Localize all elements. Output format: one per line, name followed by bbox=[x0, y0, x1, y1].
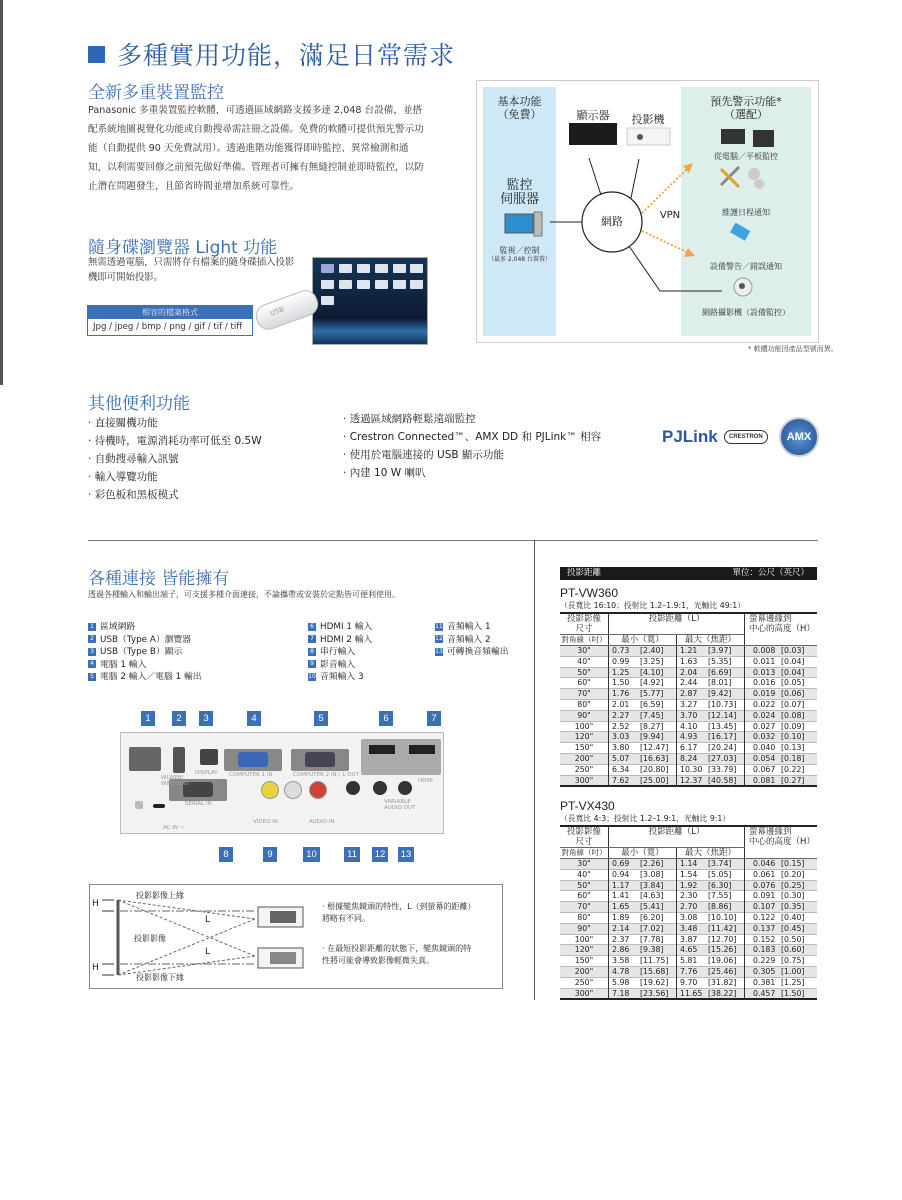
table-row bbox=[560, 902, 817, 913]
page-edge-strip bbox=[0, 0, 3, 385]
cell-max: 10.30 [33.79] bbox=[677, 764, 745, 775]
projector-label: 投影機 bbox=[631, 113, 665, 126]
table-row bbox=[560, 721, 817, 732]
cell-height: 0.152 [0.50] bbox=[745, 934, 818, 945]
audio-in-1-jack bbox=[346, 781, 360, 795]
cell-diagonal: 120" bbox=[560, 945, 609, 956]
network-label: 網路 bbox=[601, 215, 623, 228]
table-row bbox=[560, 966, 817, 977]
cell-min: 7.18 [23.56] bbox=[609, 988, 677, 999]
gear-icon bbox=[748, 168, 760, 180]
model-spec: （長寬比 16:10；投射比 1.2–1.9:1，光軸比 49:1） bbox=[560, 601, 746, 610]
terminal-item: 10 音頻輸入 3 bbox=[308, 672, 364, 682]
table-row bbox=[560, 656, 817, 667]
display-label: 顯示器 bbox=[576, 109, 610, 122]
throw-table-vx430 bbox=[560, 825, 817, 1000]
model-name: PT-VX430 bbox=[560, 799, 615, 813]
cell-diagonal: 60" bbox=[560, 891, 609, 902]
connections-intro: 透過各種輸入和輸出端子，可支援多種介面連接，不論攜帶或安裝於定點皆可便利使用。 bbox=[88, 590, 400, 599]
cell-height: 0.011 [0.04] bbox=[745, 656, 818, 667]
table-row bbox=[560, 710, 817, 721]
port-badge-9: 9 bbox=[263, 847, 277, 862]
network-diagram bbox=[476, 80, 819, 343]
cell-height: 0.183 [0.60] bbox=[745, 945, 818, 956]
terminal-item: 8 串行輸入 bbox=[308, 646, 372, 659]
table-row bbox=[560, 732, 817, 743]
terminal-item: 4 電腦 1 輸入 bbox=[88, 659, 202, 672]
serial-label: SERIAL IN bbox=[185, 801, 212, 807]
cell-max: 5.81 [19.06] bbox=[677, 956, 745, 967]
server-sub-caption: （最多 2,048 台裝置） bbox=[488, 256, 551, 263]
table-row bbox=[560, 859, 817, 870]
table-row bbox=[560, 945, 817, 956]
feature-item: · Crestron Connected™、AMX DD 和 PJLink™ 相容 bbox=[343, 431, 602, 443]
distance-note-1: · 根據變焦鏡頭的特性，L（到螢幕的距離）將略有不同。 bbox=[322, 902, 476, 923]
feature-item: · 自動搜尋輸入訊號 bbox=[88, 453, 179, 465]
cell-height: 0.022 [0.07] bbox=[745, 699, 818, 710]
cell-height: 0.067 [0.22] bbox=[745, 764, 818, 775]
cell-diagonal: 60" bbox=[560, 678, 609, 689]
crestron-logo: CRESTRON bbox=[724, 430, 768, 444]
cell-diagonal: 70" bbox=[560, 902, 609, 913]
projection-distance-diagram bbox=[89, 884, 503, 989]
optional-item: 網路攝影機（設備監控） bbox=[702, 308, 790, 317]
cell-height: 0.046 [0.15] bbox=[745, 859, 818, 870]
terminal-item: 11 音頻輸入 1 bbox=[435, 622, 491, 632]
cell-min: 4.78 [15.68] bbox=[609, 966, 677, 977]
usb-stick-text: USB bbox=[268, 305, 286, 318]
table-row bbox=[560, 923, 817, 934]
terminal-list-col2 bbox=[308, 621, 372, 684]
cell-diagonal: 40" bbox=[560, 656, 609, 667]
cell-diagonal: 250" bbox=[560, 977, 609, 988]
cell-max: 1.21 [3.97] bbox=[677, 646, 745, 657]
image-label: 投影影像 bbox=[134, 934, 166, 943]
projector-link bbox=[631, 159, 639, 198]
table-row bbox=[560, 764, 817, 775]
table-row bbox=[560, 880, 817, 891]
cell-height: 0.054 [0.18] bbox=[745, 753, 818, 764]
cell-height: 0.076 [0.25] bbox=[745, 880, 818, 891]
cell-max: 2.70 [8.86] bbox=[677, 902, 745, 913]
header-size: 投影影像 尺寸 bbox=[560, 826, 609, 848]
page-title bbox=[88, 36, 455, 72]
cell-height: 0.032 [0.10] bbox=[745, 732, 818, 743]
table-row bbox=[560, 689, 817, 700]
throw-distance-bar bbox=[560, 567, 817, 580]
table-row bbox=[560, 753, 817, 764]
cell-diagonal: 250" bbox=[560, 764, 609, 775]
cell-min: 6.34 [20.80] bbox=[609, 764, 677, 775]
table-row bbox=[560, 646, 817, 657]
port-badge-2: 2 bbox=[172, 711, 186, 726]
features-col2 bbox=[343, 410, 601, 482]
table-row bbox=[560, 699, 817, 710]
pjlink-logo: PJLink bbox=[662, 427, 718, 446]
server-monitor-icon bbox=[505, 214, 533, 233]
cell-height: 0.107 [0.35] bbox=[745, 902, 818, 913]
cell-min: 2.37 [7.78] bbox=[609, 934, 677, 945]
cell-height: 0.013 [0.04] bbox=[745, 667, 818, 678]
cell-min: 1.89 [6.20] bbox=[609, 912, 677, 923]
port-badge-8: 8 bbox=[219, 847, 233, 862]
optional-item: 從電腦／平板監控 bbox=[714, 152, 778, 161]
header-min: 最小（寬） bbox=[609, 848, 677, 859]
cell-height: 0.016 [0.05] bbox=[745, 678, 818, 689]
display-icon bbox=[569, 123, 617, 145]
header-size: 投影影像 尺寸 bbox=[560, 613, 609, 635]
port-badge-7: 7 bbox=[427, 711, 441, 726]
table-row bbox=[560, 977, 817, 988]
cell-min: 1.76 [5.77] bbox=[609, 689, 677, 700]
cell-max: 7.76 [25.46] bbox=[677, 966, 745, 977]
cell-diagonal: 90" bbox=[560, 923, 609, 934]
table-row bbox=[560, 891, 817, 902]
bottom-edge-label: 投影影像下緣 bbox=[136, 973, 184, 982]
model-name: PT-VW360 bbox=[560, 586, 619, 600]
l-top-label: L bbox=[205, 915, 211, 925]
cell-height: 0.040 [0.13] bbox=[745, 743, 818, 754]
model-spec: （長寬比 4:3；投射比 1.2–1.9:1，光軸比 9:1） bbox=[560, 814, 731, 823]
audio-out-jack bbox=[398, 781, 412, 795]
port-badge-4: 4 bbox=[247, 711, 261, 726]
cell-height: 0.229 [0.75] bbox=[745, 956, 818, 967]
table-row bbox=[560, 667, 817, 678]
feature-item: · 使用於電腦連接的 USB 顯示功能 bbox=[343, 449, 504, 461]
cell-max: 4.10 [13.45] bbox=[677, 721, 745, 732]
hdmi-ports bbox=[361, 739, 441, 775]
cell-height: 0.024 [0.08] bbox=[745, 710, 818, 721]
cell-max: 3.27 [10.73] bbox=[677, 699, 745, 710]
cell-diagonal: 100" bbox=[560, 721, 609, 732]
cell-min: 0.94 [3.08] bbox=[609, 869, 677, 880]
terminal-list-col3 bbox=[435, 621, 509, 659]
port-badge-11: 11 bbox=[344, 847, 360, 862]
cell-diagonal: 90" bbox=[560, 710, 609, 721]
cell-height: 0.457 [1.50] bbox=[745, 988, 818, 999]
table-row bbox=[560, 934, 817, 945]
throw-table-vw360 bbox=[560, 612, 817, 787]
cell-diagonal: 70" bbox=[560, 689, 609, 700]
cell-diagonal: 200" bbox=[560, 753, 609, 764]
cell-diagonal: 40" bbox=[560, 869, 609, 880]
header-max: 最大（焦距） bbox=[677, 848, 745, 859]
table-row bbox=[560, 956, 817, 967]
cell-min: 3.80 [12.47] bbox=[609, 743, 677, 754]
cell-height: 0.008 [0.03] bbox=[745, 646, 818, 657]
h-bottom-label: H bbox=[92, 963, 99, 973]
terminal-item: 5 電腦 2 輸入／電腦 1 輸出 bbox=[88, 671, 202, 684]
cell-max: 3.08 [10.10] bbox=[677, 912, 745, 923]
usb-browser-heading: 隨身碟瀏覽器 Light 功能 bbox=[88, 238, 278, 258]
connector-panel bbox=[120, 732, 444, 834]
unit-label: 單位：公尺（英尺） bbox=[732, 568, 809, 578]
terminal-item: 2 USB（Type A）瀏覽器 bbox=[88, 634, 202, 647]
ac-in-label: AC IN ~ bbox=[163, 825, 185, 831]
cell-min: 2.52 [8.27] bbox=[609, 721, 677, 732]
cell-min: 1.17 [3.84] bbox=[609, 880, 677, 891]
file-format-box bbox=[87, 305, 253, 336]
cell-max: 3.87 [12.70] bbox=[677, 934, 745, 945]
feature-item: · 透過區域網路輕鬆遠端監控 bbox=[343, 413, 476, 425]
computer1-port bbox=[224, 749, 282, 771]
header-min: 最小（寬） bbox=[609, 635, 677, 646]
cell-max: 4.65 [15.26] bbox=[677, 945, 745, 956]
feature-item: · 輸入導覽功能 bbox=[88, 471, 158, 483]
header-diagonal: 對角線（吋） bbox=[561, 848, 607, 857]
usb-a-port bbox=[173, 747, 185, 773]
table-row bbox=[560, 775, 817, 786]
l-bottom-label: L bbox=[205, 947, 211, 957]
terminal-item: 6 HDMI 1 輸入 bbox=[308, 621, 372, 634]
cell-min: 1.50 [4.92] bbox=[609, 678, 677, 689]
tablet-icon bbox=[753, 130, 774, 147]
cell-min: 2.27 [7.45] bbox=[609, 710, 677, 721]
port-badge-10: 10 bbox=[303, 847, 320, 862]
security-slot bbox=[153, 804, 165, 808]
header-distance: 投影距離（L） bbox=[609, 613, 745, 635]
port-badge-5: 5 bbox=[314, 711, 328, 726]
wireless-label: WLWEB/ WIRELESS bbox=[161, 775, 189, 787]
phone-icon bbox=[730, 223, 750, 241]
cell-max: 11.65 [38.22] bbox=[677, 988, 745, 999]
server-caption: 監視／控制 bbox=[499, 246, 540, 255]
cell-diagonal: 120" bbox=[560, 732, 609, 743]
lock-icon bbox=[135, 801, 143, 809]
cell-diagonal: 150" bbox=[560, 743, 609, 754]
monitoring-body: Panasonic 多重裝置監控軟體，可透過區域網路支援多達 2,048 台設備，並搭配系統地圖視覺化功能或自動搜尋需註冊之設備。免費的軟體可提供預先警示功能（自動提供 90 天免費試用）。透過進階功能獲得即時監控、異常檢測和通知，以利需要回修之前預先做好準備。管理者可擁有無縫控制並即時監控，以防止潛在問題發生，且節省時間並增加系統可靠性。 bbox=[88, 105, 424, 192]
cell-min: 1.41 [4.63] bbox=[609, 891, 677, 902]
feature-item: · 內建 10 W 喇叭 bbox=[343, 467, 426, 479]
basic-function-label: 基本功能 （免費） bbox=[497, 95, 542, 121]
cell-min: 3.03 [9.94] bbox=[609, 732, 677, 743]
cell-min: 2.14 [7.02] bbox=[609, 923, 677, 934]
file-format-list: Jpg / jpeg / bmp / png / gif / tif / tiff bbox=[93, 322, 243, 332]
cell-height: 0.081 [0.27] bbox=[745, 775, 818, 786]
distance-note-2: · 在最短投影距離的狀態下，變焦鏡頭的特性將可能會導致影像輕微失真。 bbox=[322, 944, 472, 965]
cell-height: 0.091 [0.30] bbox=[745, 891, 818, 902]
header-distance: 投影距離（L） bbox=[609, 826, 745, 848]
cell-max: 1.63 [5.35] bbox=[677, 656, 745, 667]
cell-min: 1.65 [5.41] bbox=[609, 902, 677, 913]
audio-in-r-jack bbox=[309, 781, 327, 799]
cell-min: 5.98 [19.62] bbox=[609, 977, 677, 988]
table-row bbox=[560, 743, 817, 754]
terminal-item: 13 可轉換音頻輸出 bbox=[435, 647, 509, 657]
video-label: VIDEO IN bbox=[253, 819, 278, 825]
title-square-icon bbox=[88, 46, 105, 63]
cell-min: 2.01 [6.59] bbox=[609, 699, 677, 710]
cell-diagonal: 80" bbox=[560, 912, 609, 923]
cell-diagonal: 300" bbox=[560, 988, 609, 999]
cell-max: 4.93 [16.17] bbox=[677, 732, 745, 743]
other-features-heading: 其他便利功能 bbox=[88, 394, 190, 414]
cell-diagonal: 150" bbox=[560, 956, 609, 967]
cell-diagonal: 100" bbox=[560, 934, 609, 945]
header-diagonal: 對角線（吋） bbox=[561, 635, 607, 644]
amx-logo: AMX bbox=[779, 417, 819, 457]
feature-item: · 彩色板和黑板模式 bbox=[88, 489, 179, 501]
cell-min: 3.58 [11.75] bbox=[609, 956, 677, 967]
optional-function-label: 預先警示功能* （選配） bbox=[710, 95, 782, 121]
monitoring-heading: 全新多重裝置監控 bbox=[88, 83, 224, 103]
server-label: 監控 伺服器 bbox=[499, 178, 539, 207]
table-row bbox=[560, 678, 817, 689]
cell-min: 0.99 [3.25] bbox=[609, 656, 677, 667]
computer1-label: COMPUTER 1 IN bbox=[229, 772, 273, 778]
lan-port bbox=[129, 747, 161, 771]
cell-max: 12.37 [40.58] bbox=[677, 775, 745, 786]
file-format-header: 相容的檔案格式 bbox=[88, 306, 252, 319]
top-edge-label: 投影影像上緣 bbox=[136, 891, 184, 900]
table-row bbox=[560, 869, 817, 880]
usb-browser-body: 無需透過電腦，只需將存有檔案的隨身碟插入投影機即可開始投影。 bbox=[88, 257, 295, 283]
connections-heading: 各種連接 皆能擁有 bbox=[88, 569, 230, 589]
table-row bbox=[560, 988, 817, 999]
cell-diagonal: 30" bbox=[560, 646, 609, 657]
cell-diagonal: 200" bbox=[560, 966, 609, 977]
header-height: 螢幕邊緣到 中心的高度（H） bbox=[745, 613, 818, 646]
header-height: 螢幕邊緣到 中心的高度（H） bbox=[745, 826, 818, 859]
display-link bbox=[589, 158, 601, 195]
cell-min: 7.62 [25.00] bbox=[609, 775, 677, 786]
vpn-arrow-down bbox=[642, 231, 689, 253]
port-badge-12: 12 bbox=[372, 847, 388, 862]
feature-item: · 待機時，電源消耗功率可低至 0.5W bbox=[88, 435, 262, 447]
cell-diagonal: 300" bbox=[560, 775, 609, 786]
software-footnote: * 軟體功能因產品型號而異。 bbox=[748, 345, 838, 353]
cell-diagonal: 30" bbox=[560, 859, 609, 870]
cell-min: 0.69 [2.26] bbox=[609, 859, 677, 870]
cell-max: 2.44 [8.01] bbox=[677, 678, 745, 689]
usb-b-port bbox=[200, 749, 218, 765]
cell-height: 0.305 [1.00] bbox=[745, 966, 818, 977]
cell-max: 1.92 [6.30] bbox=[677, 880, 745, 891]
cell-max: 2.30 [7.55] bbox=[677, 891, 745, 902]
section-divider bbox=[88, 540, 818, 541]
h-top-label: H bbox=[92, 899, 99, 909]
computer2-port bbox=[291, 749, 349, 771]
cell-max: 8.24 [27.03] bbox=[677, 753, 745, 764]
page-title-text: 多種實用功能，滿足日常需求 bbox=[117, 41, 456, 70]
cell-min: 2.86 [9.38] bbox=[609, 945, 677, 956]
cell-max: 1.14 [3.74] bbox=[677, 859, 745, 870]
terminal-item: 12 音頻輸入 2 bbox=[435, 634, 491, 645]
computer2-label: COMPUTER 2 IN / 1 OUT bbox=[293, 772, 359, 778]
server-tower-icon bbox=[534, 212, 542, 236]
cell-height: 0.122 [0.40] bbox=[745, 912, 818, 923]
port-badge-3: 3 bbox=[199, 711, 213, 726]
audio-label: AUDIO IN bbox=[309, 819, 335, 825]
terminal-item: 1 區域網路 bbox=[88, 621, 202, 634]
cell-height: 0.381 [1.25] bbox=[745, 977, 818, 988]
cell-min: 0.73 [2.40] bbox=[609, 646, 677, 657]
cell-diagonal: 50" bbox=[560, 667, 609, 678]
cell-max: 2.87 [9.42] bbox=[677, 689, 745, 700]
features-col1 bbox=[88, 414, 262, 504]
cell-diagonal: 50" bbox=[560, 880, 609, 891]
port-badge-6: 6 bbox=[379, 711, 393, 726]
display-port-label: DISPLAY bbox=[195, 770, 218, 776]
vpn-arrowhead-up bbox=[683, 163, 693, 173]
cell-max: 1.54 [5.05] bbox=[677, 869, 745, 880]
terminal-item: 7 HDMI 2 輸入 bbox=[308, 634, 372, 647]
port-badge-1: 1 bbox=[141, 711, 155, 726]
cell-height: 0.061 [0.20] bbox=[745, 869, 818, 880]
table-row bbox=[560, 912, 817, 923]
throw-distance-title: 投影距離 bbox=[567, 568, 602, 578]
cell-max: 6.17 [20.24] bbox=[677, 743, 745, 754]
laptop-icon bbox=[721, 129, 745, 144]
cell-height: 0.137 [0.45] bbox=[745, 923, 818, 934]
cell-max: 3.70 [12.14] bbox=[677, 710, 745, 721]
terminal-item: 9 影音輸入 bbox=[308, 659, 372, 672]
vpn-label: VPN bbox=[659, 210, 681, 221]
cell-max: 3.48 [11.42] bbox=[677, 923, 745, 934]
audio-in-2-jack bbox=[373, 781, 387, 795]
cell-diagonal: 80" bbox=[560, 699, 609, 710]
cell-max: 2.04 [6.69] bbox=[677, 667, 745, 678]
feature-item: · 直接關機功能 bbox=[88, 417, 158, 429]
header-max: 最大（焦距） bbox=[677, 635, 745, 646]
cell-min: 1.25 [4.10] bbox=[609, 667, 677, 678]
cell-max: 9.70 [31.82] bbox=[677, 977, 745, 988]
projector-icon bbox=[627, 128, 670, 145]
optional-item: 設備警告／錯誤通知 bbox=[710, 262, 782, 271]
optional-item: 維護日程通知 bbox=[722, 208, 770, 217]
terminal-item: 3 USB（Type B）顯示 bbox=[88, 646, 202, 659]
audio-in-l-jack bbox=[284, 781, 302, 799]
variable-audio-label: VARIABLE AUDIO OUT bbox=[384, 799, 416, 811]
video-in-jack bbox=[261, 781, 279, 799]
column-divider bbox=[534, 540, 535, 1000]
hdmi-label: HDMI bbox=[418, 778, 433, 784]
cell-height: 0.019 [0.06] bbox=[745, 689, 818, 700]
port-badge-13: 13 bbox=[398, 847, 414, 862]
terminal-list-col1 bbox=[88, 621, 202, 684]
cell-height: 0.027 [0.09] bbox=[745, 721, 818, 732]
usb-browser-screen bbox=[312, 257, 428, 345]
cell-min: 5.07 [16.63] bbox=[609, 753, 677, 764]
